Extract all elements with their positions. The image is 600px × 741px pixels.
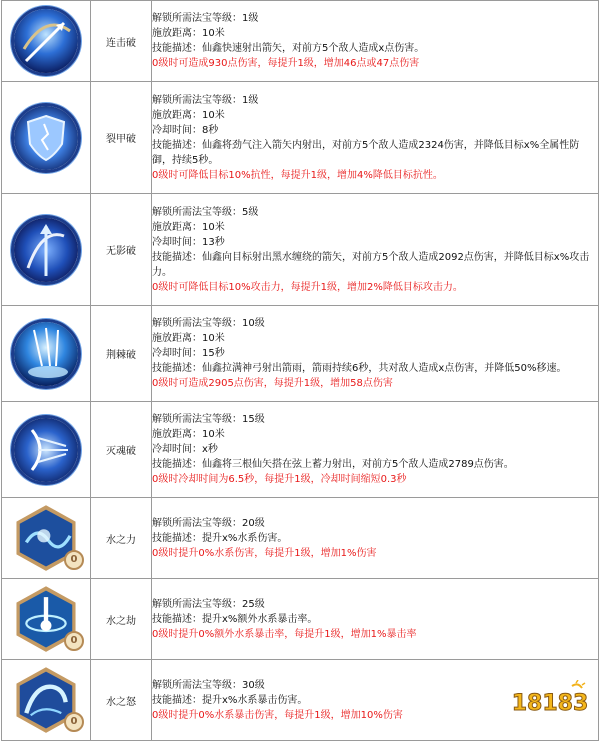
skill-detail-line: 技能描述：提升x%水系伤害。 [152,532,288,544]
skill-detail-line: 技能描述：提升x%水系暴击伤害。 [152,694,308,706]
skill-upgrade-note: 0级时可降低目标10%抗性，每提升1级，增加4%降低目标抗性。 [152,169,443,181]
skill-description [152,402,599,498]
skill-description [152,498,599,579]
skill-row [2,82,599,194]
skill-upgrade-note: 0级时可造成2905点伤害，每提升1级，增加58点伤害 [152,378,393,389]
skill-detail-line: 解锁所需法宝等级：1级 [152,94,259,106]
skill-detail-line: 解锁所需法宝等级：5级 [152,206,259,218]
skill-icon-cell [2,306,91,402]
skill-detail-line: 解锁所需法宝等级：1级 [152,13,259,24]
skill-detail-line: 施放距离：10米 [152,109,225,121]
skill-upgrade-note: 0级时冷却时间为6.5秒，每提升1级，冷却时间缩短0.3秒 [152,474,407,485]
skill-icon-cell [2,579,91,660]
skill-detail-line: 施放距离：10米 [152,333,225,344]
skill-upgrade-note: 0级时可造成930点伤害，每提升1级，增加46点或47点伤害 [152,58,420,69]
skill-detail-line: 解锁所需法宝等级：30级 [152,679,265,691]
skill-name: 连击破 [91,1,152,82]
skill-detail-line: 冷却时间：8秒 [152,124,219,136]
skill-description [152,306,599,402]
skill-detail-line: 技能描述：仙鑫快速射出箭矢，对前方5个敌人造成x点伤害。 [152,43,425,54]
skill-row [2,306,599,402]
skill-row [2,402,599,498]
skill-detail-line: 施放距离：10米 [152,221,225,233]
skill-name: 水之怒 [91,660,152,741]
dark-arrow-icon [11,215,81,285]
skill-name: 荆棘破 [91,306,152,402]
skill-detail-line: 解锁所需法宝等级：10级 [152,318,265,329]
skill-level-badge: 0 [64,712,84,732]
soul-bow-icon [11,415,81,485]
skill-upgrade-note: 0级时可降低目标10%攻击力，每提升1级，增加2%降低目标攻击力。 [152,281,463,293]
skill-icon-cell [2,1,91,82]
skill-icon-cell [2,660,91,741]
skill-detail-line: 技能描述：仙鑫拉满神弓射出箭雨，箭雨持续6秒，共对敌人造成x点伤害，并降低50%移速。 [152,363,567,374]
skill-name: 裂甲破 [91,82,152,194]
skill-description [152,1,599,82]
skill-detail-line: 冷却时间：13秒 [152,236,225,248]
skill-detail-line: 解锁所需法宝等级：20级 [152,517,265,529]
watermark [502,680,594,724]
skill-detail-line: 施放距离：10米 [152,28,225,39]
skill-row [2,498,599,579]
skill-detail-line: 解锁所需法宝等级：25级 [152,598,265,610]
skill-detail-line: 冷却时间：15秒 [152,348,225,359]
skill-icon-cell [2,402,91,498]
skill-detail-line: 技能描述：仙鑫将劲气注入箭矢内射出，对前方5个敌人造成2324伤害，并降低目标x%全属性防御，持续5秒。 [152,139,580,166]
skill-detail-line: 解锁所需法宝等级：15级 [152,414,265,425]
skill-upgrade-note: 0级时提升0%水系伤害，每提升1级，增加1%伤害 [152,547,377,559]
skill-icon-cell [2,82,91,194]
arrow-rain-icon [11,319,81,389]
skill-name: 水之劫 [91,579,152,660]
skill-row [2,579,599,660]
18183-logo-icon [502,680,594,720]
skill-description [152,82,599,194]
skill-table [1,0,599,741]
skill-detail-line: 技能描述：提升x%额外水系暴击率。 [152,613,318,625]
skill-description [152,194,599,306]
skill-icon-cell [2,498,91,579]
skill-detail-line: 冷却时间：x秒 [152,444,218,455]
skill-level-badge: 0 [64,550,84,570]
skill-row [2,1,599,82]
cracked-shield-icon [11,103,81,173]
skill-detail-line: 施放距离：10米 [152,429,225,440]
skill-name: 灭魂破 [91,402,152,498]
skill-row [2,194,599,306]
skill-level-badge: 0 [64,631,84,651]
bow-arrow-icon [11,6,81,76]
skill-name: 水之力 [91,498,152,579]
skill-name: 无影破 [91,194,152,306]
skill-detail-line: 技能描述：仙鑫将三根仙矢搭在弦上蓄力射出，对前方5个敌人造成2789点伤害。 [152,459,514,470]
skill-upgrade-note: 0级时提升0%额外水系暴击率，每提升1级，增加1%暴击率 [152,628,417,640]
skill-upgrade-note: 0级时提升0%水系暴击伤害，每提升1级，增加10%伤害 [152,709,403,721]
skill-detail-line: 技能描述：仙鑫向目标射出黑水缠绕的箭矢，对前方5个敌人造成2092点伤害，并降低目标x%攻击力。 [152,251,590,278]
skill-icon-cell [2,194,91,306]
skill-description [152,579,599,660]
watermark-text: 18183 [511,691,589,716]
